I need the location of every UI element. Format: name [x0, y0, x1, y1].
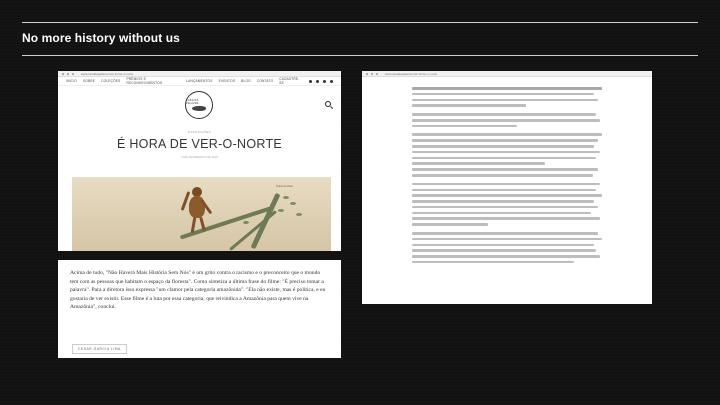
- window-dot-icon: [72, 73, 74, 75]
- author-tag-button[interactable]: CESAR GARCIA LIMA: [72, 344, 127, 354]
- nav-item[interactable]: CADASTRE-SE: [279, 77, 300, 85]
- slide-title: No more history without us: [22, 31, 180, 45]
- text-line: [412, 183, 600, 186]
- nav-item[interactable]: CONTATO: [256, 79, 274, 83]
- text-line: [412, 206, 598, 209]
- leaf: [296, 213, 302, 216]
- text-line: [412, 104, 526, 107]
- title-divider: [22, 55, 698, 56]
- text-line: [412, 212, 591, 215]
- text-line: [412, 113, 596, 116]
- text-line: [412, 249, 596, 252]
- facebook-icon[interactable]: [309, 80, 312, 83]
- window-dot-icon: [366, 73, 368, 75]
- window-dot-icon: [62, 73, 64, 75]
- text-line: [412, 261, 574, 264]
- window-dot-icon: [67, 73, 69, 75]
- text-line: [412, 162, 545, 165]
- post-headline: É HORA DE VER-O-NORTE: [116, 137, 283, 151]
- text-line: [412, 151, 600, 154]
- text-line: [412, 255, 600, 258]
- window-dot-icon: [376, 73, 378, 75]
- cart-icon[interactable]: [330, 80, 333, 83]
- webpage-screenshot: [58, 71, 341, 251]
- fish-logo-icon: [192, 106, 206, 111]
- leaf: [290, 202, 296, 205]
- text-line: [412, 238, 602, 241]
- nav-item[interactable]: SOBRE: [82, 79, 96, 83]
- text-line: [412, 223, 488, 226]
- nav-item[interactable]: INÍCIO: [66, 79, 77, 83]
- text-line: [412, 87, 602, 90]
- text-line: [412, 200, 594, 203]
- address-bar[interactable]: www.casadapalavra.com.br/ver-o-norte: [81, 71, 134, 76]
- text-line: [412, 133, 602, 136]
- text-line: [412, 119, 600, 122]
- twitter-icon[interactable]: [323, 80, 326, 83]
- nav-item[interactable]: EVENTOS: [218, 79, 236, 83]
- text-line: [412, 93, 594, 96]
- site-logo[interactable]: [185, 91, 213, 119]
- address-bar[interactable]: www.casadapalavra.com.br/ver-o-norte: [385, 71, 438, 76]
- text-line: [412, 189, 596, 192]
- search-icon[interactable]: [325, 101, 331, 107]
- nav-item[interactable]: PRÊMIOS E RECONHECIMENTOS: [126, 77, 163, 85]
- post-date: 4 DE FEVEREIRO DE 2023: [180, 155, 219, 159]
- social-icons: [309, 80, 333, 83]
- nav-item[interactable]: LANÇAMENTOS: [186, 79, 213, 83]
- text-line: [412, 99, 598, 102]
- top-divider: [22, 22, 698, 23]
- text-line: [412, 217, 600, 220]
- illustration-caption: Índios do Pará: [276, 185, 293, 188]
- text-line: [412, 232, 598, 235]
- text-line: [412, 244, 594, 247]
- article-paragraph: Acima de tudo, "Não Haverá Mais História Sem Nós" é um grito contra o racismo e o preconceito que o mundo tem com as pessoas que habitam o espaço da floresta". Como sintetiza a última frase do filme: "É preciso tomar a palavra". Para a diretora isso expressa "um clamor pela categoria amazônida". "Ela não existe, mas é política, e eu gostaria de ver existir. Esse filme é a luta por essa categoria, que reivindica a Amazônia para quem vive na Amazônia", conclui.: [70, 270, 326, 311]
- text-line: [412, 145, 594, 148]
- text-line: [412, 168, 598, 171]
- text-line: [412, 125, 517, 128]
- article-screenshot: [362, 71, 652, 304]
- article-body: [362, 77, 652, 263]
- post-category[interactable]: EXPOSIÇÕES: [188, 130, 211, 134]
- window-dot-icon: [371, 73, 373, 75]
- text-line: [412, 157, 596, 160]
- text-line: [412, 194, 602, 197]
- leaf: [243, 221, 249, 224]
- leaf: [278, 209, 284, 212]
- site-nav: [58, 77, 341, 86]
- nav-item[interactable]: BLOG: [241, 79, 251, 83]
- instagram-icon[interactable]: [316, 80, 319, 83]
- article-excerpt: [58, 260, 341, 358]
- logo-text: CASA DA PALAVRA: [186, 98, 199, 105]
- nav-item[interactable]: COLEÇÕES: [101, 79, 121, 83]
- text-line: [412, 139, 598, 142]
- leaf: [283, 196, 289, 199]
- text-line: [412, 174, 593, 177]
